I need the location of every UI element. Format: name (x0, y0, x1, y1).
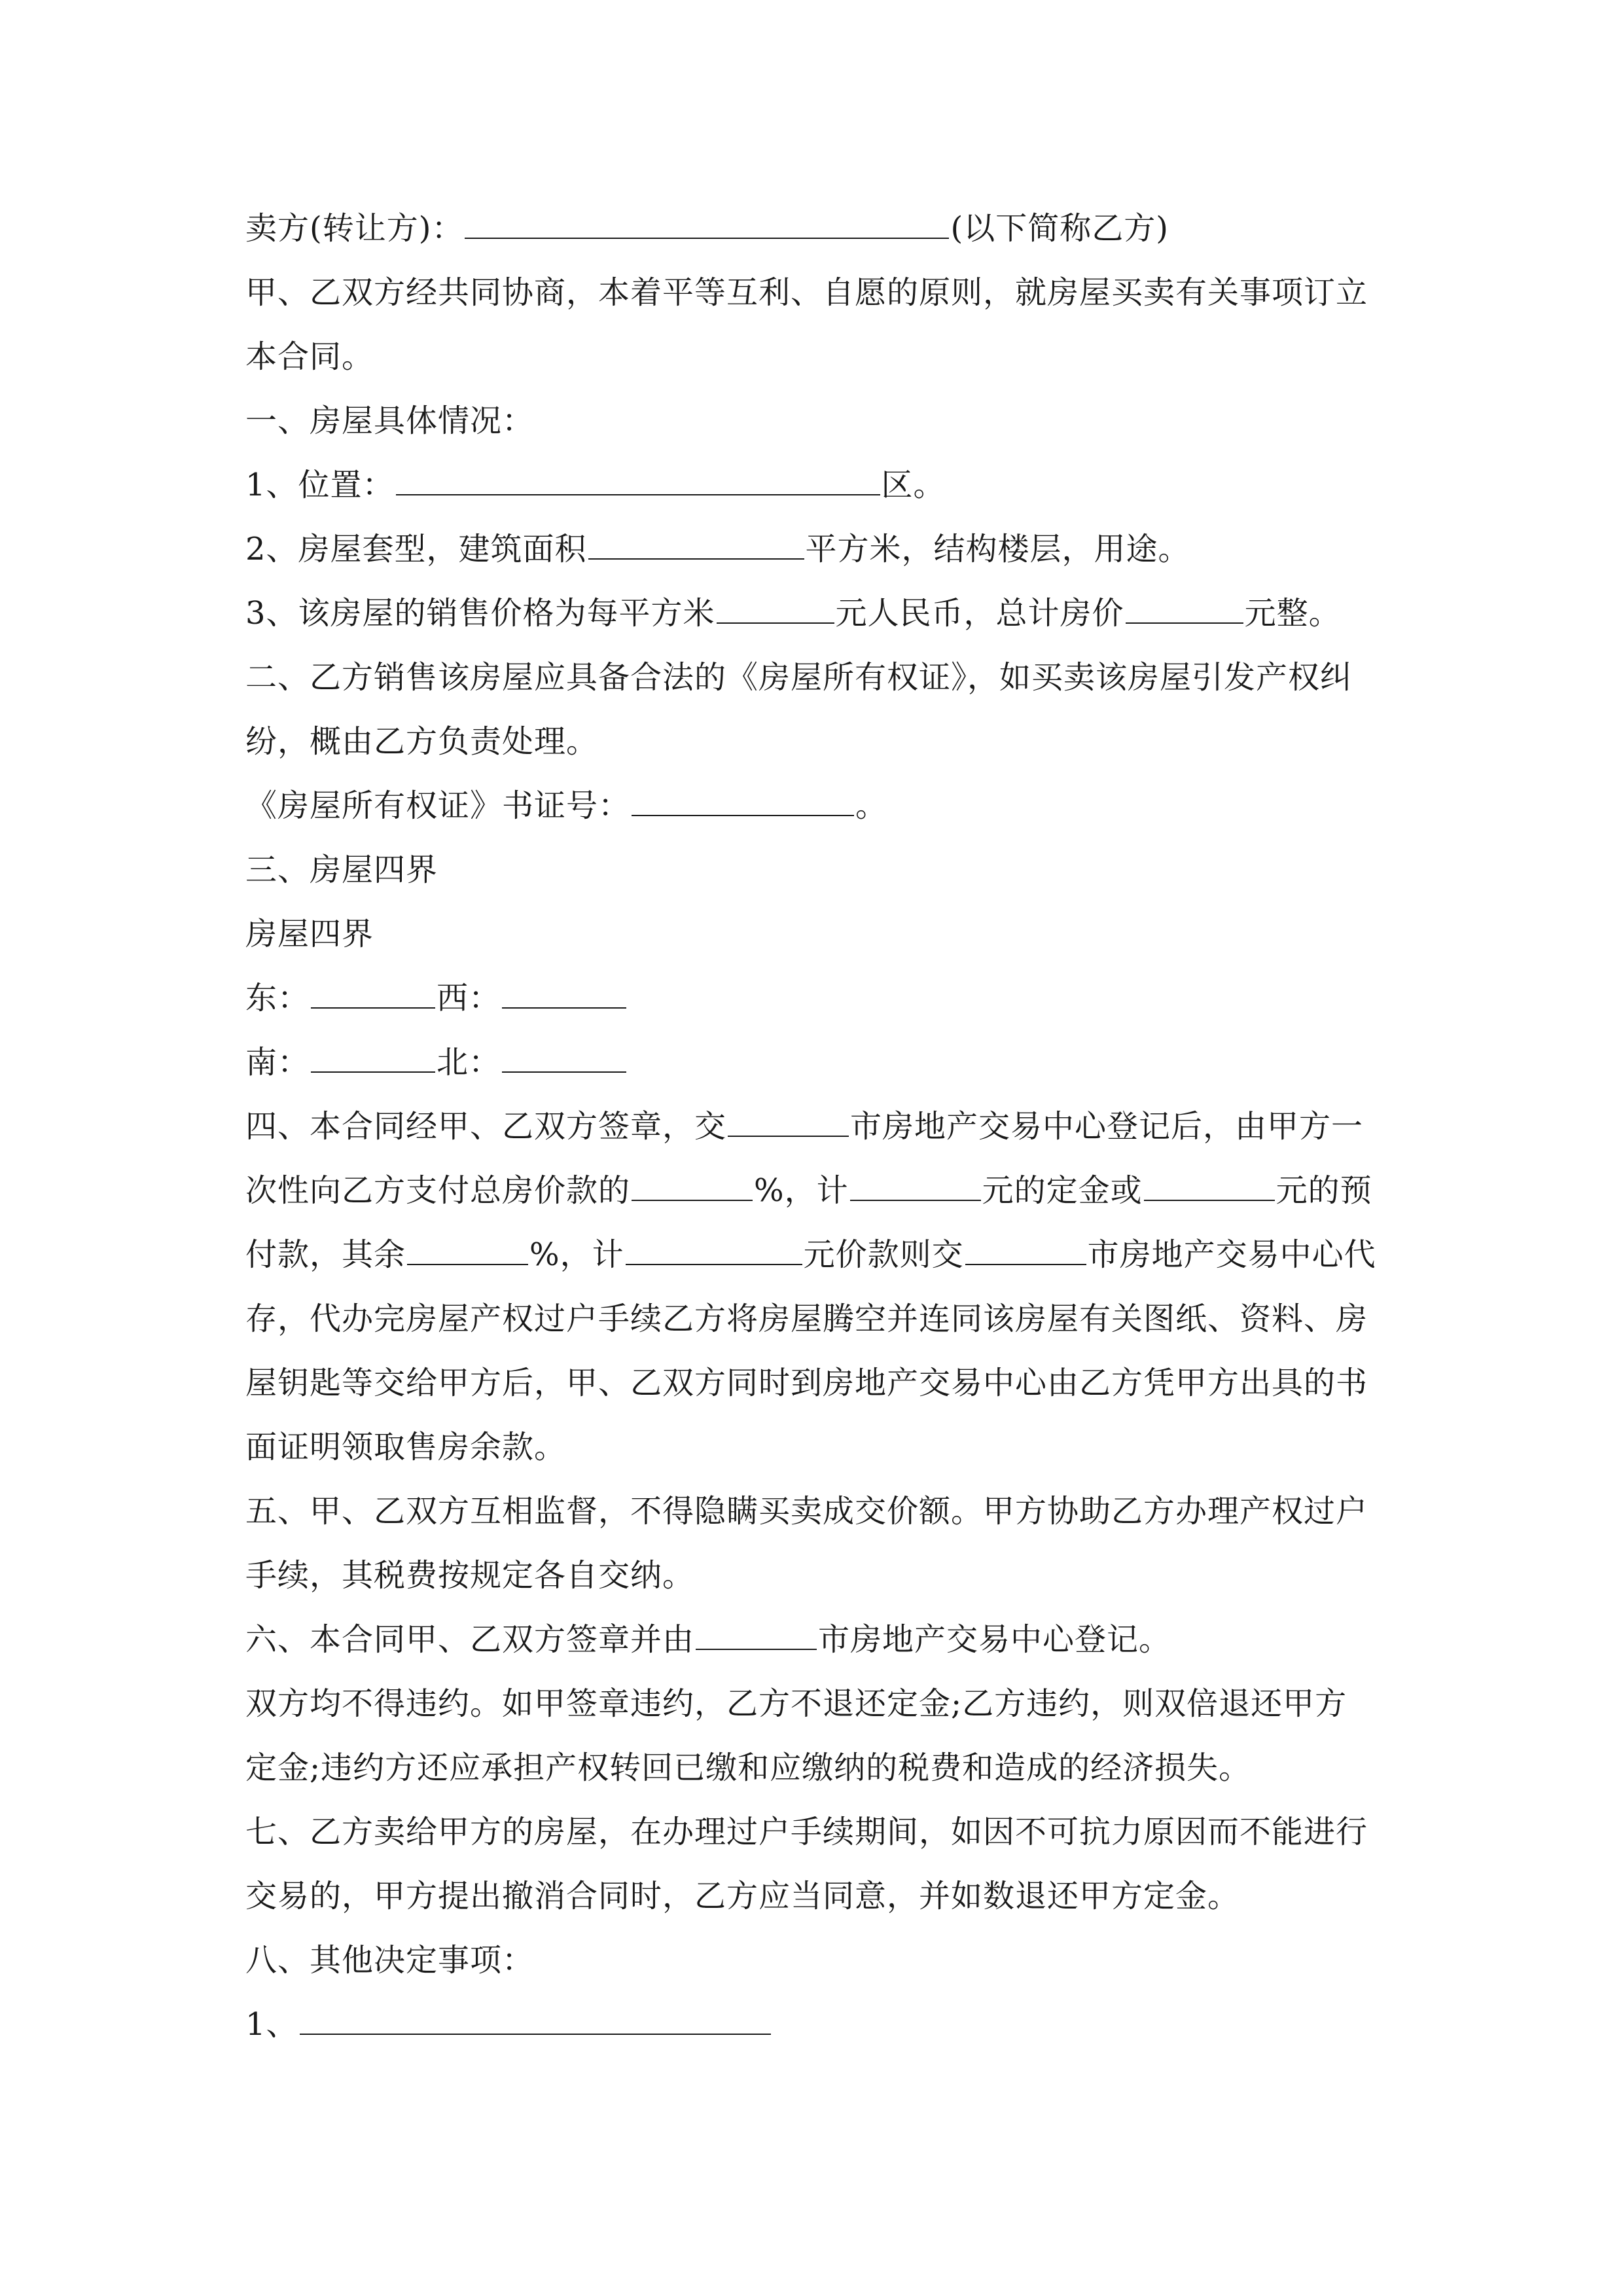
section-4-line-6: 面证明领取售房余款。 (245, 1429, 567, 1465)
certificate-number-blank[interactable] (632, 776, 854, 816)
section-4-text-f: 元的预 (1275, 1172, 1372, 1209)
section-4-text-d: %，计 (754, 1172, 849, 1209)
section-2-line-1: 二、乙方销售该房屋应具备合法的《房屋所有权证》，如买卖该房屋引发产权纠 (245, 659, 1353, 696)
north-blank[interactable] (502, 1032, 626, 1073)
north-label: 北： (437, 1044, 501, 1081)
unit-price-blank[interactable] (717, 583, 834, 624)
intro-line-2: 本合同。 (245, 338, 374, 375)
total-price-label: 元人民币，总计房价 (835, 595, 1124, 632)
prepayment-amount-blank[interactable] (1144, 1160, 1275, 1201)
remaining-percent-blank[interactable] (407, 1225, 528, 1265)
district-label: 区。 (881, 467, 946, 503)
section-2-line-2: 纷，概由乙方负责处理。 (245, 723, 599, 760)
other-item-1-line (245, 1992, 1384, 2056)
section-4-text-c: 次性向乙方支付总房价款的 (245, 1172, 631, 1209)
area-line (245, 517, 1384, 581)
section-4-text-g: 付款，其余 (245, 1236, 406, 1273)
section-7-line-2: 交易的，甲方提出撤消合同时，乙方应当同意，并如数退还甲方定金。 (245, 1878, 1240, 1914)
section-4-line-1 (245, 1094, 1384, 1158)
area-blank[interactable] (588, 519, 804, 560)
seller-label: 卖方(转让方)： (245, 210, 464, 247)
section-5-line-2: 手续，其税费按规定各自交纳。 (245, 1557, 695, 1594)
certificate-period: 。 (855, 787, 888, 824)
other-item-1-label: 1、 (245, 2006, 298, 2043)
deposit-amount-blank[interactable] (850, 1160, 981, 1201)
total-price-unit: 元整。 (1244, 595, 1341, 632)
location-label: 1、位置： (245, 467, 395, 503)
south-label: 南： (245, 1044, 310, 1081)
deposit-percent-blank[interactable] (632, 1160, 753, 1201)
east-label: 东： (245, 980, 310, 1016)
remaining-amount-blank[interactable] (626, 1225, 802, 1265)
east-west-line (245, 966, 1384, 1030)
section-6-text-b: 市房地产交易中心登记。 (818, 1621, 1171, 1658)
section-6-line-1 (245, 1607, 1384, 1672)
section-4-line-2 (245, 1158, 1384, 1223)
section-4-text-b: 市房地产交易中心登记后，由甲方一 (850, 1108, 1364, 1145)
location-blank[interactable] (396, 455, 880, 495)
section-6-text-a: 六、本合同甲、乙双方签章并由 (245, 1621, 695, 1658)
section-4-text-e: 元的定金或 (982, 1172, 1143, 1209)
section-4-text-i: 元价款则交 (803, 1236, 964, 1273)
city-blank-1[interactable] (728, 1096, 849, 1137)
total-price-blank[interactable] (1126, 583, 1243, 624)
other-item-1-blank[interactable] (300, 1994, 771, 2035)
price-line (245, 581, 1384, 645)
unit-price-label: 3、该房屋的销售价格为每平方米 (245, 595, 715, 632)
intro-line-1: 甲、乙双方经共同协商，本着平等互利、自愿的原则，就房屋买卖有关事项订立 (245, 274, 1368, 311)
south-blank[interactable] (311, 1032, 435, 1073)
breach-line-1: 双方均不得违约。如甲签章违约，乙方不退还定金;乙方违约，则双倍退还甲方 (245, 1685, 1347, 1722)
section-4-line-4: 存，代办完房屋产权过户手续乙方将房屋腾空并连同该房屋有关图纸、资料、房 (245, 1300, 1368, 1337)
city-blank-3[interactable] (696, 1609, 817, 1650)
section-4-text-a: 四、本合同经甲、乙双方签章，交 (245, 1108, 727, 1145)
location-line (245, 453, 1384, 517)
breach-line-2: 定金;违约方还应承担产权转回已缴和应缴纳的税费和造成的经济损失。 (245, 1749, 1251, 1786)
seller-name-blank[interactable] (465, 198, 949, 239)
area-label: 2、房屋套型，建筑面积 (245, 531, 587, 567)
section-4-line-3 (245, 1223, 1384, 1287)
contract-body (245, 196, 1384, 2056)
section-3-heading: 三、房屋四界 (245, 852, 438, 888)
city-blank-2[interactable] (965, 1225, 1086, 1265)
seller-alias: (以下简称乙方) (950, 210, 1169, 247)
west-label: 西： (437, 980, 501, 1016)
section-4-text-h: %，计 (529, 1236, 624, 1273)
seller-line (245, 196, 1384, 260)
section-5-line-1: 五、甲、乙双方互相监督，不得隐瞒买卖成交价额。甲方协助乙方办理产权过户 (245, 1493, 1368, 1530)
section-4-text-j: 市房地产交易中心代 (1087, 1236, 1376, 1273)
section-7-line-1: 七、乙方卖给甲方的房屋，在办理过户手续期间，如因不可抗力原因而不能进行 (245, 1814, 1368, 1850)
west-blank[interactable] (502, 968, 626, 1009)
area-unit-label: 平方米，结构楼层，用途。 (805, 531, 1190, 567)
south-north-line (245, 1030, 1384, 1094)
section-8-heading: 八、其他决定事项： (245, 1942, 535, 1979)
section-4-line-5: 屋钥匙等交给甲方后，甲、乙双方同时到房地产交易中心由乙方凭甲方出具的书 (245, 1365, 1368, 1401)
section-1-heading: 一、房屋具体情况： (245, 403, 535, 439)
east-blank[interactable] (311, 968, 435, 1009)
boundaries-subheading: 房屋四界 (245, 916, 374, 952)
certificate-label: 《房屋所有权证》书证号： (245, 787, 631, 824)
certificate-line (245, 774, 1384, 838)
